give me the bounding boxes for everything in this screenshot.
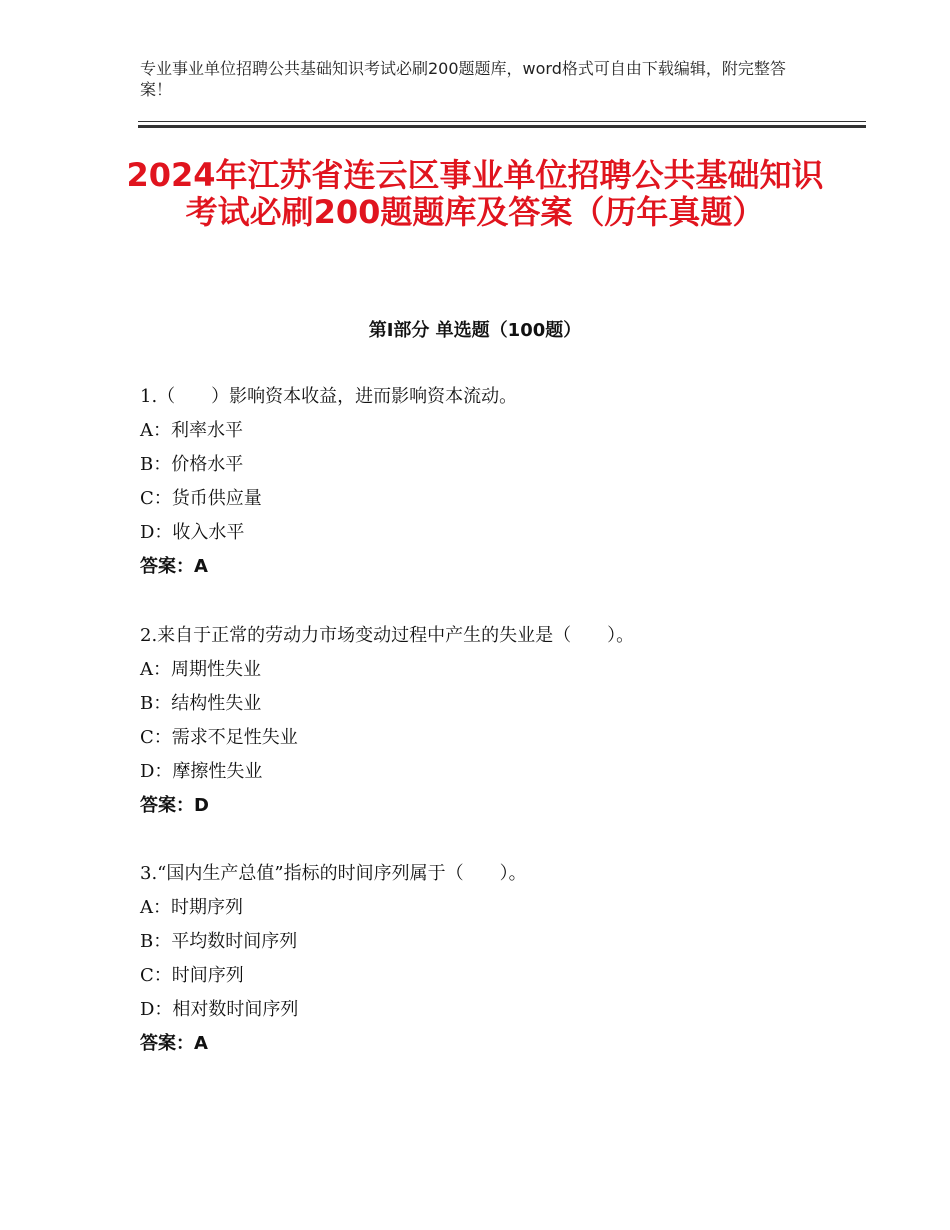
option-b: B：平均数时间序列 [140, 931, 298, 952]
option-a: A：时期序列 [140, 897, 243, 918]
answer: 答案：A [140, 1033, 208, 1054]
header-divider-thin [138, 121, 866, 122]
document-title: 2024年江苏省连云区事业单位招聘公共基础知识考试必刷200题题库及答案（历年真题） [126, 156, 824, 231]
option-c: C：货币供应量 [140, 488, 262, 509]
option-a: A：周期性失业 [140, 659, 261, 680]
question-1 [140, 380, 880, 584]
question-stem: 3.“国内生产总值”指标的时间序列属于（ ）。 [140, 863, 527, 884]
answer: 答案：D [140, 795, 209, 816]
section-title: 第Ⅰ部分 单选题（100题） [368, 320, 582, 341]
option-d: D：收入水平 [140, 522, 245, 543]
answer: 答案：A [140, 556, 208, 577]
option-c: C：需求不足性失业 [140, 727, 298, 748]
header-note: 专业事业单位招聘公共基础知识考试必刷200题题库，word格式可自由下载编辑，附完整答案！ [140, 59, 786, 99]
option-d: D：摩擦性失业 [140, 761, 263, 782]
header-divider-thick [138, 125, 866, 128]
question-2 [140, 619, 880, 823]
option-d: D：相对数时间序列 [140, 999, 299, 1020]
question-stem: 2.来自于正常的劳动力市场变动过程中产生的失业是（ ）。 [140, 625, 635, 646]
question-stem: 1.（ ）影响资本收益，进而影响资本流动。 [140, 386, 518, 407]
option-a: A：利率水平 [140, 420, 243, 441]
question-3 [140, 857, 880, 1061]
option-b: B：结构性失业 [140, 693, 262, 714]
option-c: C：时间序列 [140, 965, 244, 986]
option-b: B：价格水平 [140, 454, 244, 475]
